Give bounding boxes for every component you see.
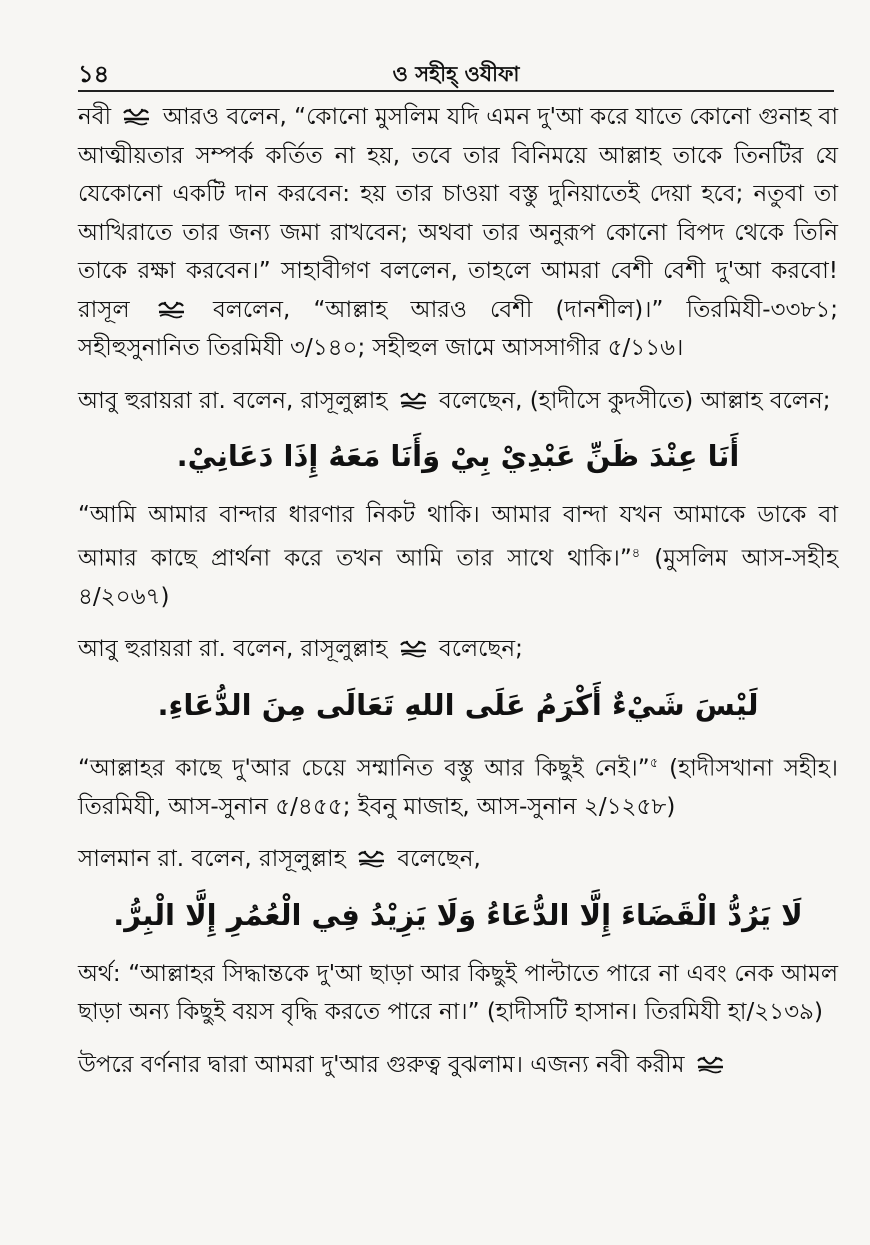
paragraph-7: অর্থ: “আল্লাহর সিদ্ধান্তকে দু'আ ছাড়া আর কিছুই পাল্টাতে পারে না এবং নেক আমল ছাড়া অন্য কিছুই বয়স বৃদ্ধি করতে পারে না।” (হাদীসটি হাসান। তিরমিযী হা/২১৩৯): [78, 960, 838, 1026]
paragraph-3: [78, 496, 838, 616]
page-body: [78, 98, 838, 1098]
paragraph-text: বললেন, “আল্লাহ আরও বেশী (দানশীল)।” তিরমিযী-৩৩৮১; সহীহুসুনানিত তিরমিযী ৩/১৪০; সহীহুল জামে আসসাগীর ৫/১১৬।: [78, 296, 839, 361]
paragraph-text: আবু হুরায়রা রা. বলেন, রাসূলুল্লাহ: [78, 636, 388, 663]
salallahu-alaihi-wasallam-icon: [399, 639, 428, 658]
salallahu-alaihi-wasallam-icon: [357, 849, 386, 868]
footnote-marker: ৪: [631, 545, 641, 561]
paragraph-8: [78, 1046, 838, 1085]
paragraph-text: সালমান রা. বলেন, রাসূলুল্লাহ: [78, 846, 346, 873]
paragraph-text: উপরে বর্ণনার দ্বারা আমরা দু'আর গুরুত্ব বুঝলাম। এজন্য নবী করীম: [78, 1051, 685, 1078]
salallahu-alaihi-wasallam-icon: [696, 1055, 725, 1074]
paragraph-text: আরও বলেন, “কোনো মুসলিম যদি এমন দু'আ করে যাতে কোনো গুনাহ বা আত্মীয়তার সম্পর্ক কর্তিত না হয়, তবে তার বিনিময়ে আল্লাহ তাকে তিনটির যে যেকোনো একটি দান করবেন: হয় তার চাওয়া বস্তু দুনিয়াতেই দেয়া হবে; নতুবা তা আখিরাতে তার জন্য জমা রাখবেন; অথবা তার অনুরূপ কোনো বিপদ থেকে তিনি তাকে রক্ষা করবেন।” সাহাবীগণ বললেন, তাহলে আমরা বেশী বেশী দু'আ করবো! রাসূল: [78, 104, 839, 323]
paragraph-text: বলেছেন;: [439, 636, 523, 663]
paragraph-6: [78, 840, 838, 879]
paragraph-text: (মুসলিম আস-সহীহ ৪/২০৬৭): [78, 545, 839, 610]
arabic-hadith-2: لَيْسَ شَيْءٌ أَكْرَمُ عَلَى اللهِ تَعَالَى مِنَ الدُّعَاءِ.: [157, 687, 759, 722]
footnote-marker: ৫: [649, 755, 659, 771]
paragraph-text: নবী: [78, 104, 112, 130]
paragraph-text: বলেছেন,: [397, 846, 481, 873]
paragraph-text: (হাদীসখানা সহীহ। তিরমিযী, আস-সুনান ৫/৪৫৫; ইবনু মাজাহ, আস-সুনান ২/১২৫৮): [78, 755, 839, 820]
paragraph-2: [78, 382, 838, 421]
salallahu-alaihi-wasallam-icon: [399, 391, 428, 410]
running-title: ও সহীহ্ ওযীফা: [392, 62, 520, 86]
arabic-hadith-3: لَا يَرُدُّ الْقَضَاءَ إِلَّا الدُّعَاءُ وَلَا يَزِيْدُ فِي الْعُمُرِ إِلَّا الْبِرُّ.: [113, 897, 803, 932]
paragraph-5: [78, 745, 838, 827]
paragraph-4: [78, 630, 838, 669]
salallahu-alaihi-wasallam-icon: [157, 300, 186, 319]
paragraph-text: “আল্লাহর কাছে দু'আর চেয়ে সম্মানিত বস্তু আর কিছুই নেই।”: [78, 755, 650, 782]
arabic-hadith-1: أَنَا عِنْدَ ظَنِّ عَبْدِيْ بِيْ وَأَنَا مَعَهُ إِذَا دَعَانِيْ.: [176, 439, 740, 473]
paragraph-text: “আমি আমার বান্দার ধারণার নিকট থাকি। আমার বান্দা যখন আমাকে ডাকে বা আমার কাছে প্রার্থনা করে তখন আমি তার সাথে থাকি।”: [78, 502, 838, 572]
page-header: [78, 56, 834, 92]
paragraph-text: আবু হুরায়রা রা. বলেন, রাসূলুল্লাহ: [78, 387, 388, 414]
salallahu-alaihi-wasallam-icon: [122, 107, 151, 126]
paragraph-text: বলেছেন, (হাদীসে কুদসীতে) আল্লাহ বলেন;: [439, 387, 831, 414]
paragraph-1: [78, 98, 838, 368]
page-number: ১৪: [78, 60, 110, 88]
